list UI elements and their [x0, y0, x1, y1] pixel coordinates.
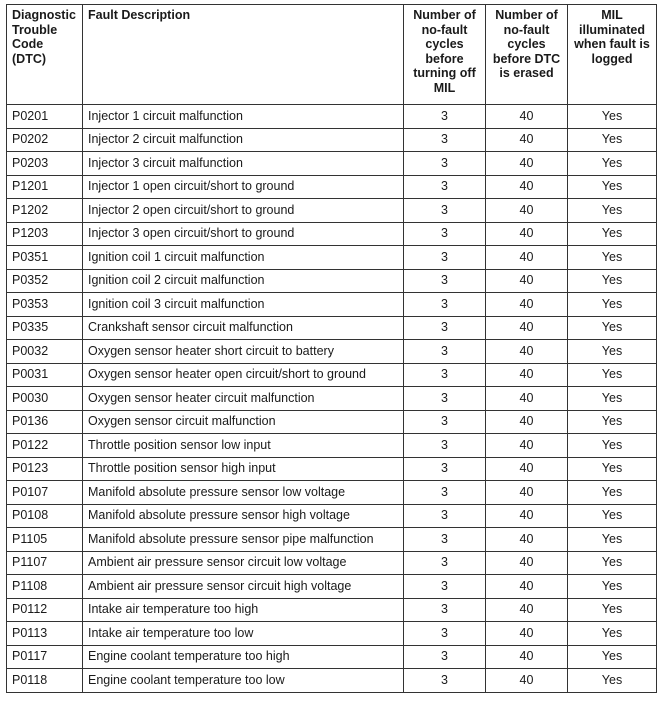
dtc-code-cell: P1108	[7, 575, 83, 599]
mil-illuminated-cell: Yes	[568, 622, 657, 646]
cycles-dtc-erased-cell: 40	[486, 363, 568, 387]
dtc-code-cell: P0031	[7, 363, 83, 387]
fault-description-cell: Crankshaft sensor circuit malfunction	[83, 316, 404, 340]
dtc-code-cell: P0136	[7, 410, 83, 434]
cycles-mil-off-cell: 3	[404, 457, 486, 481]
dtc-table-container	[6, 4, 657, 693]
cycles-mil-off-cell: 3	[404, 316, 486, 340]
table-row	[7, 222, 657, 246]
mil-illuminated-cell: Yes	[568, 575, 657, 599]
mil-illuminated-cell: Yes	[568, 363, 657, 387]
cycles-dtc-erased-cell: 40	[486, 622, 568, 646]
table-row	[7, 551, 657, 575]
fault-description-cell: Oxygen sensor heater circuit malfunction	[83, 387, 404, 411]
cycles-mil-off-cell: 3	[404, 551, 486, 575]
cycles-dtc-erased-cell: 40	[486, 645, 568, 669]
table-row	[7, 246, 657, 270]
mil-illuminated-cell: Yes	[568, 246, 657, 270]
table-row	[7, 152, 657, 176]
fault-description-cell: Oxygen sensor heater short circuit to battery	[83, 340, 404, 364]
dtc-code-cell: P1105	[7, 528, 83, 552]
cycles-dtc-erased-cell: 40	[486, 199, 568, 223]
cycles-mil-off-cell: 3	[404, 152, 486, 176]
dtc-code-cell: P0032	[7, 340, 83, 364]
mil-illuminated-cell: Yes	[568, 528, 657, 552]
table-row	[7, 340, 657, 364]
cycles-dtc-erased-cell: 40	[486, 669, 568, 693]
mil-illuminated-cell: Yes	[568, 481, 657, 505]
mil-illuminated-cell: Yes	[568, 316, 657, 340]
cycles-mil-off-cell: 3	[404, 481, 486, 505]
header-dtc: Diagnostic Trouble Code (DTC)	[7, 5, 83, 105]
fault-description-cell: Oxygen sensor circuit malfunction	[83, 410, 404, 434]
mil-illuminated-cell: Yes	[568, 434, 657, 458]
header-fault-description: Fault Description	[83, 5, 404, 105]
cycles-dtc-erased-cell: 40	[486, 293, 568, 317]
dtc-code-cell: P0118	[7, 669, 83, 693]
cycles-dtc-erased-cell: 40	[486, 105, 568, 129]
mil-illuminated-cell: Yes	[568, 551, 657, 575]
dtc-code-cell: P0112	[7, 598, 83, 622]
fault-description-cell: Manifold absolute pressure sensor high voltage	[83, 504, 404, 528]
mil-illuminated-cell: Yes	[568, 645, 657, 669]
cycles-mil-off-cell: 3	[404, 622, 486, 646]
dtc-code-cell: P0201	[7, 105, 83, 129]
cycles-mil-off-cell: 3	[404, 575, 486, 599]
cycles-dtc-erased-cell: 40	[486, 128, 568, 152]
dtc-code-cell: P0353	[7, 293, 83, 317]
mil-illuminated-cell: Yes	[568, 410, 657, 434]
mil-illuminated-cell: Yes	[568, 175, 657, 199]
table-row	[7, 434, 657, 458]
cycles-dtc-erased-cell: 40	[486, 175, 568, 199]
cycles-mil-off-cell: 3	[404, 434, 486, 458]
dtc-code-cell: P1201	[7, 175, 83, 199]
fault-description-cell: Ambient air pressure sensor circuit high voltage	[83, 575, 404, 599]
cycles-dtc-erased-cell: 40	[486, 152, 568, 176]
cycles-mil-off-cell: 3	[404, 410, 486, 434]
table-body	[7, 105, 657, 693]
mil-illuminated-cell: Yes	[568, 387, 657, 411]
cycles-mil-off-cell: 3	[404, 199, 486, 223]
cycles-dtc-erased-cell: 40	[486, 457, 568, 481]
cycles-mil-off-cell: 3	[404, 128, 486, 152]
table-row	[7, 410, 657, 434]
dtc-code-cell: P0351	[7, 246, 83, 270]
cycles-dtc-erased-cell: 40	[486, 387, 568, 411]
fault-description-cell: Manifold absolute pressure sensor pipe malfunction	[83, 528, 404, 552]
cycles-dtc-erased-cell: 40	[486, 551, 568, 575]
fault-description-cell: Engine coolant temperature too low	[83, 669, 404, 693]
mil-illuminated-cell: Yes	[568, 598, 657, 622]
dtc-code-cell: P1107	[7, 551, 83, 575]
cycles-dtc-erased-cell: 40	[486, 269, 568, 293]
table-row	[7, 128, 657, 152]
fault-description-cell: Ignition coil 1 circuit malfunction	[83, 246, 404, 270]
fault-description-cell: Intake air temperature too low	[83, 622, 404, 646]
dtc-code-cell: P0113	[7, 622, 83, 646]
cycles-dtc-erased-cell: 40	[486, 410, 568, 434]
table-row	[7, 645, 657, 669]
header-cycles-dtc-erased: Number of no-fault cycles before DTC is erased	[486, 5, 568, 105]
dtc-code-cell: P0030	[7, 387, 83, 411]
fault-description-cell: Injector 2 circuit malfunction	[83, 128, 404, 152]
fault-description-cell: Injector 3 circuit malfunction	[83, 152, 404, 176]
table-row	[7, 457, 657, 481]
mil-illuminated-cell: Yes	[568, 504, 657, 528]
cycles-mil-off-cell: 3	[404, 340, 486, 364]
mil-illuminated-cell: Yes	[568, 222, 657, 246]
dtc-code-cell: P0202	[7, 128, 83, 152]
mil-illuminated-cell: Yes	[568, 340, 657, 364]
mil-illuminated-cell: Yes	[568, 293, 657, 317]
cycles-mil-off-cell: 3	[404, 222, 486, 246]
dtc-code-cell: P0108	[7, 504, 83, 528]
table-row	[7, 175, 657, 199]
table-row	[7, 199, 657, 223]
table-row	[7, 504, 657, 528]
fault-description-cell: Throttle position sensor high input	[83, 457, 404, 481]
cycles-mil-off-cell: 3	[404, 269, 486, 293]
cycles-mil-off-cell: 3	[404, 293, 486, 317]
table-row	[7, 528, 657, 552]
cycles-dtc-erased-cell: 40	[486, 504, 568, 528]
cycles-mil-off-cell: 3	[404, 504, 486, 528]
fault-description-cell: Ignition coil 3 circuit malfunction	[83, 293, 404, 317]
dtc-code-cell: P1203	[7, 222, 83, 246]
fault-description-cell: Engine coolant temperature too high	[83, 645, 404, 669]
table-row	[7, 622, 657, 646]
cycles-dtc-erased-cell: 40	[486, 222, 568, 246]
cycles-mil-off-cell: 3	[404, 246, 486, 270]
table-row	[7, 598, 657, 622]
cycles-mil-off-cell: 3	[404, 363, 486, 387]
header-mil-illuminated: MIL illuminated when fault is logged	[568, 5, 657, 105]
table-row	[7, 387, 657, 411]
dtc-table	[6, 4, 657, 693]
mil-illuminated-cell: Yes	[568, 128, 657, 152]
table-row	[7, 481, 657, 505]
mil-illuminated-cell: Yes	[568, 105, 657, 129]
mil-illuminated-cell: Yes	[568, 199, 657, 223]
cycles-mil-off-cell: 3	[404, 528, 486, 552]
table-row	[7, 669, 657, 693]
fault-description-cell: Injector 1 open circuit/short to ground	[83, 175, 404, 199]
mil-illuminated-cell: Yes	[568, 269, 657, 293]
dtc-code-cell: P0122	[7, 434, 83, 458]
dtc-code-cell: P1202	[7, 199, 83, 223]
fault-description-cell: Intake air temperature too high	[83, 598, 404, 622]
fault-description-cell: Oxygen sensor heater open circuit/short to ground	[83, 363, 404, 387]
fault-description-cell: Injector 1 circuit malfunction	[83, 105, 404, 129]
dtc-code-cell: P0107	[7, 481, 83, 505]
fault-description-cell: Injector 2 open circuit/short to ground	[83, 199, 404, 223]
table-row	[7, 316, 657, 340]
cycles-dtc-erased-cell: 40	[486, 434, 568, 458]
mil-illuminated-cell: Yes	[568, 152, 657, 176]
table-row	[7, 105, 657, 129]
cycles-mil-off-cell: 3	[404, 598, 486, 622]
header-cycles-mil-off: Number of no-fault cycles before turning off MIL	[404, 5, 486, 105]
fault-description-cell: Throttle position sensor low input	[83, 434, 404, 458]
cycles-dtc-erased-cell: 40	[486, 575, 568, 599]
cycles-mil-off-cell: 3	[404, 645, 486, 669]
dtc-code-cell: P0203	[7, 152, 83, 176]
table-row	[7, 293, 657, 317]
cycles-dtc-erased-cell: 40	[486, 598, 568, 622]
header-row	[7, 5, 657, 105]
cycles-mil-off-cell: 3	[404, 669, 486, 693]
table-header	[7, 5, 657, 105]
mil-illuminated-cell: Yes	[568, 457, 657, 481]
fault-description-cell: Ignition coil 2 circuit malfunction	[83, 269, 404, 293]
table-row	[7, 575, 657, 599]
dtc-code-cell: P0335	[7, 316, 83, 340]
fault-description-cell: Injector 3 open circuit/short to ground	[83, 222, 404, 246]
cycles-mil-off-cell: 3	[404, 105, 486, 129]
table-row	[7, 269, 657, 293]
mil-illuminated-cell: Yes	[568, 669, 657, 693]
fault-description-cell: Manifold absolute pressure sensor low voltage	[83, 481, 404, 505]
fault-description-cell: Ambient air pressure sensor circuit low voltage	[83, 551, 404, 575]
dtc-code-cell: P0352	[7, 269, 83, 293]
table-row	[7, 363, 657, 387]
cycles-dtc-erased-cell: 40	[486, 528, 568, 552]
cycles-mil-off-cell: 3	[404, 175, 486, 199]
cycles-dtc-erased-cell: 40	[486, 340, 568, 364]
dtc-code-cell: P0123	[7, 457, 83, 481]
cycles-dtc-erased-cell: 40	[486, 316, 568, 340]
cycles-mil-off-cell: 3	[404, 387, 486, 411]
dtc-code-cell: P0117	[7, 645, 83, 669]
cycles-dtc-erased-cell: 40	[486, 246, 568, 270]
cycles-dtc-erased-cell: 40	[486, 481, 568, 505]
